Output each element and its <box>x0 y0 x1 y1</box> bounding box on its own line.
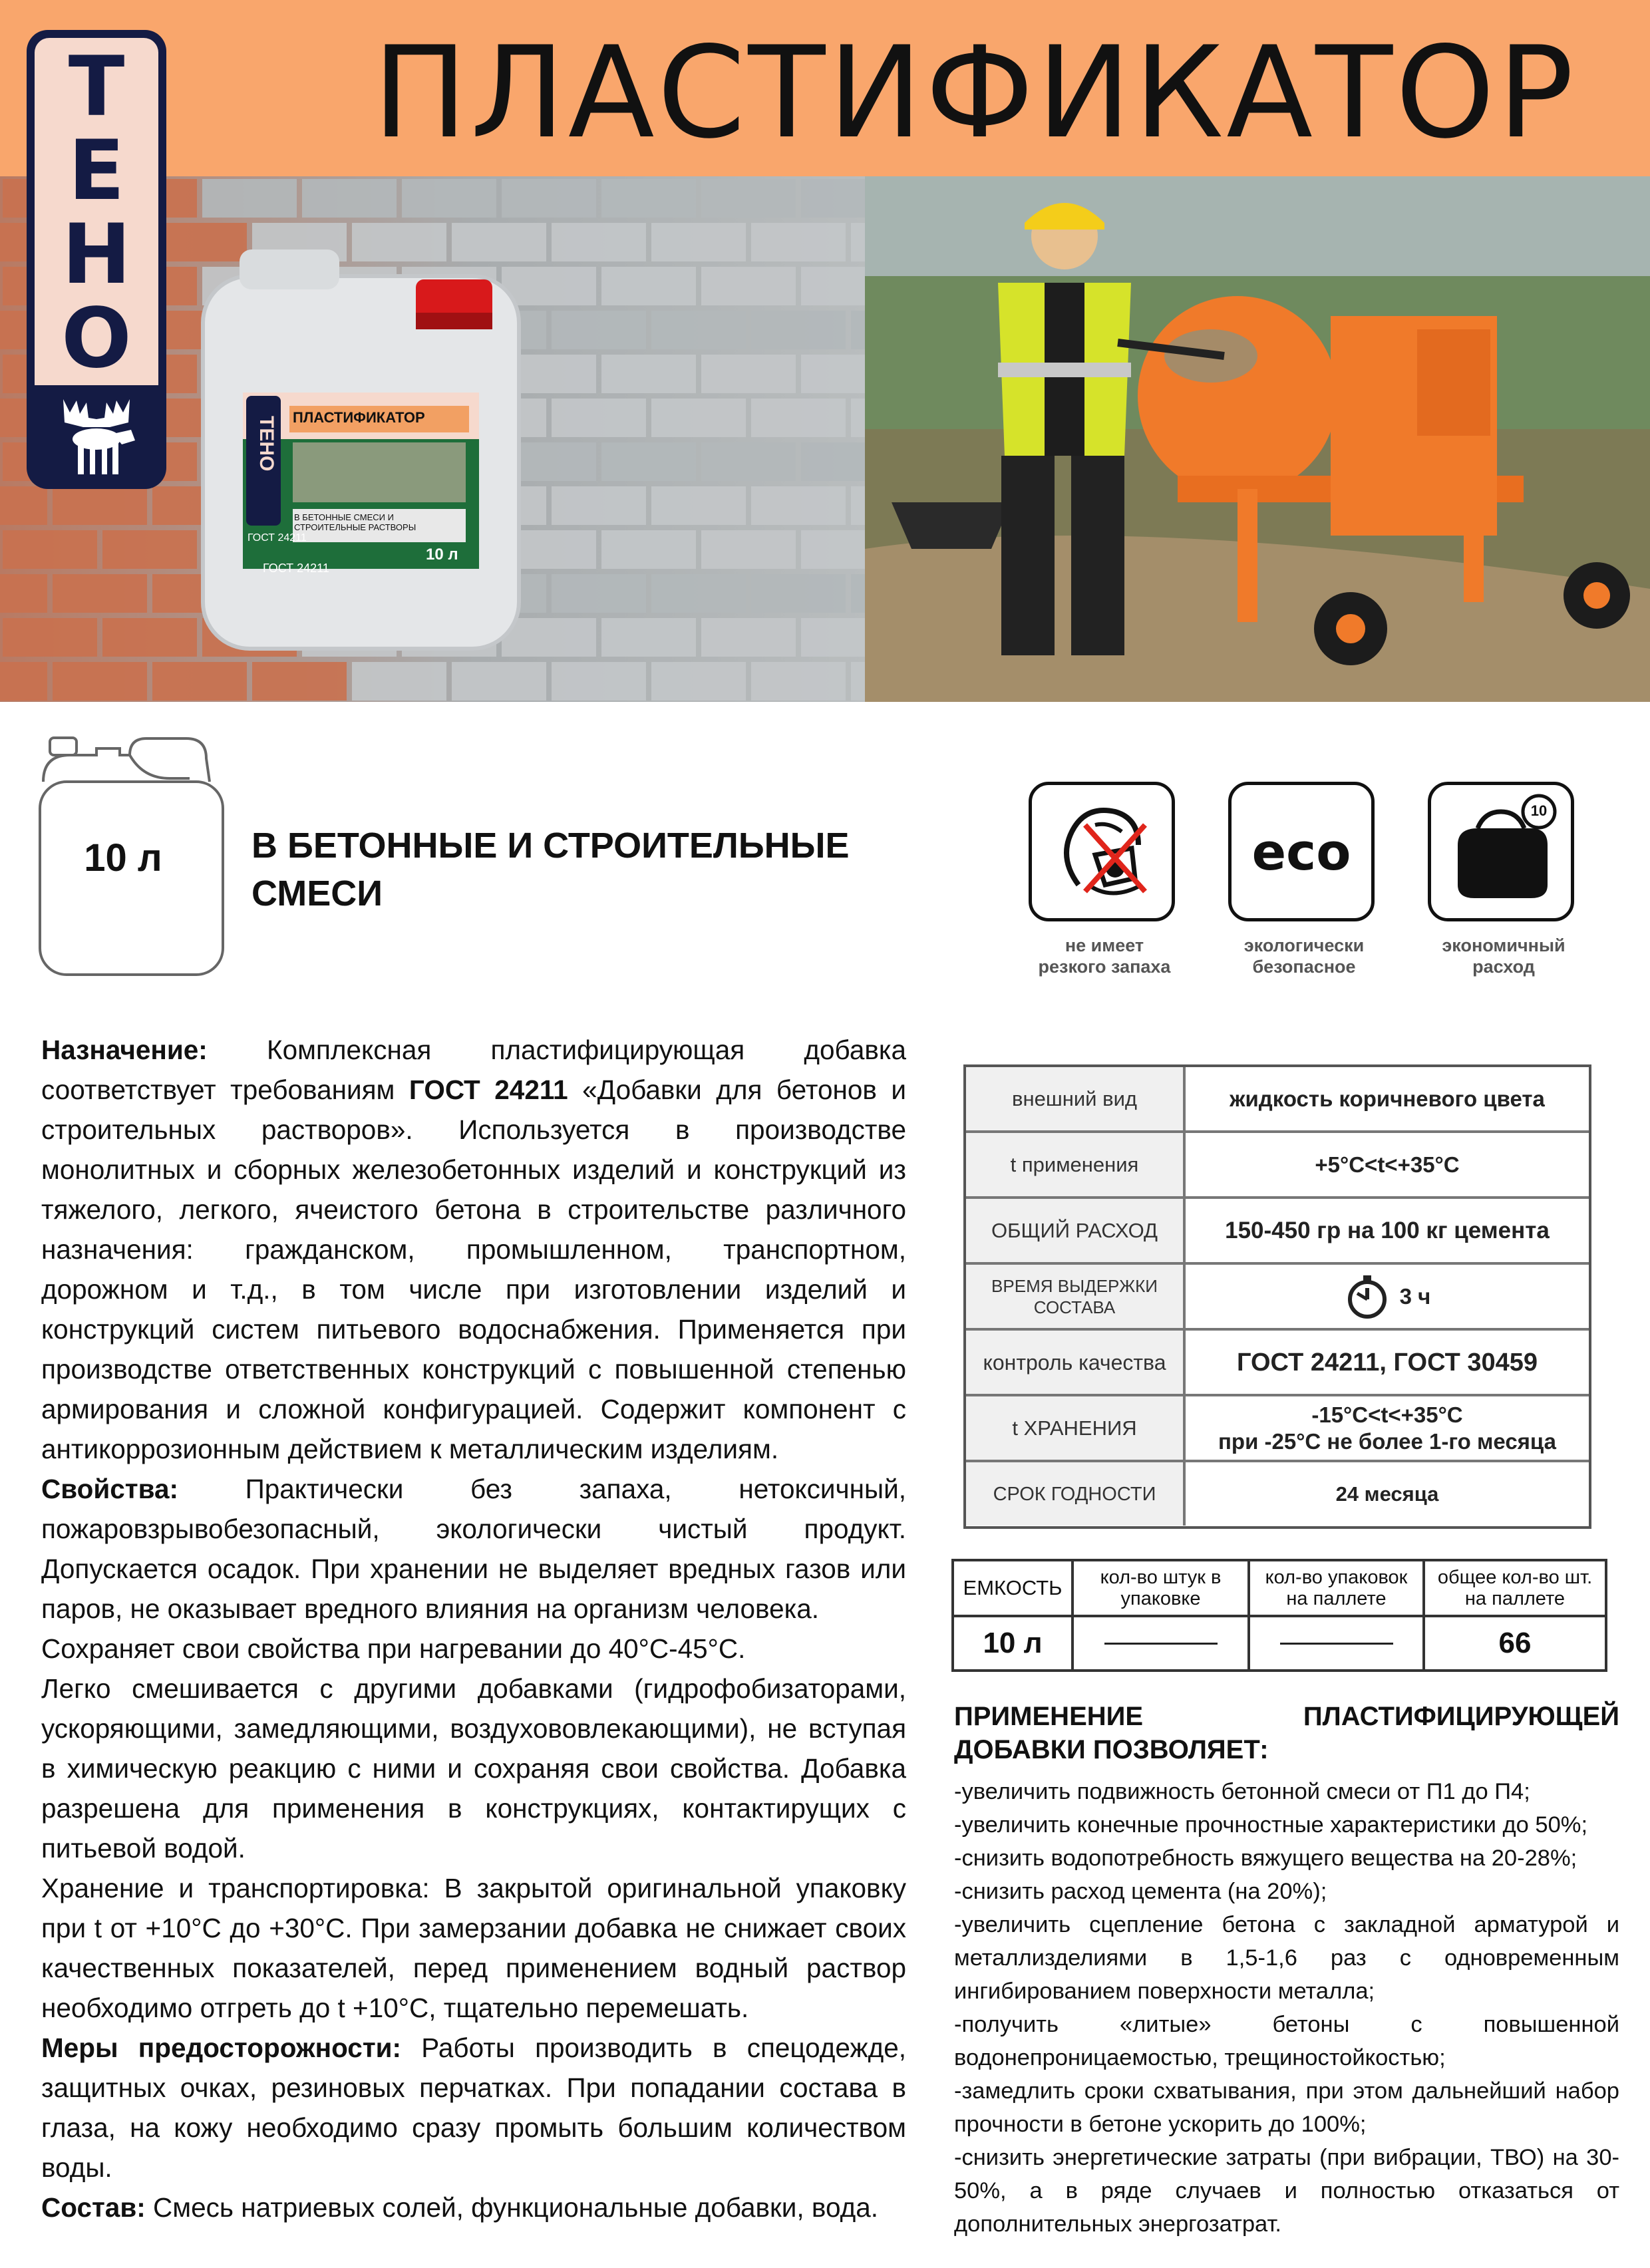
composition-label: Состав: <box>41 2192 146 2223</box>
properties-paragraph <box>41 1469 906 1629</box>
feature-box <box>1228 782 1375 921</box>
property-value: ГОСТ 24211, ГОСТ 30459 <box>1236 1348 1538 1377</box>
composition-text: Смесь натриевых солей, функциональные добавки, вода. <box>145 2192 879 2223</box>
logo-letter-t: Т <box>68 39 125 135</box>
property-value-line: -15°С<t<+35°С <box>1311 1402 1463 1427</box>
feature-caption-line: не имеет <box>1065 935 1144 955</box>
property-value: 150-450 гр на 100 кг цемента <box>1225 1217 1550 1243</box>
heat-paragraph: Сохраняет свои свойства при нагревании до 40°С-45°С. <box>41 1633 746 1664</box>
mixing-paragraph: Легко смешивается с другими добавками (гидрофобизаторами, ускоряющими, замедляющими, воздухововлекающими), не вступая в химическую реакцию с ними и сохраняя свои свойства. Добавка разрешена для применения в конструкциях, контактирущих с питьевой водой. <box>41 1673 906 1863</box>
list-item: -снизить водопотребность вяжущего вещества на 20-28%; <box>954 1846 1577 1871</box>
list-item: -снизить расход цемента (на 20%); <box>954 1879 1327 1904</box>
feature-caption-line: экологически <box>1243 935 1365 955</box>
properties-label: Свойства: <box>41 1474 178 1504</box>
list-item: -замедлить сроки схватывания, при этом дальнейший набор прочности в бетоне ускорить до 100%; <box>954 2078 1619 2137</box>
canister-label-desc: В БЕТОННЫЕ СМЕСИ И СТРОИТЕЛЬНЫЕ РАСТВОРЫ <box>294 512 416 532</box>
packaging-header: кол-во упаковок на паллете <box>1250 1561 1422 1617</box>
packaging-header: кол-во штук в упаковке <box>1074 1561 1247 1617</box>
packaging-table <box>951 1559 1607 1672</box>
property-value-text: 3 ч <box>1399 1283 1431 1309</box>
tagline-line-2: СМЕСИ <box>251 874 383 913</box>
packaging-value: 10 л <box>983 1627 1043 1659</box>
property-value-line: при -25°С не более 1-го месяца <box>1218 1428 1556 1454</box>
property-label: внешний вид <box>966 1067 1186 1130</box>
application-heading-word: ПЛАСТИФИЦИРУЮЩЕЙ <box>1303 1702 1619 1731</box>
coin-value: 10 <box>1530 802 1548 819</box>
table-row <box>966 1331 1589 1396</box>
purpose-text: Комплексная пластифицирующая добавка соответствует требованиям <box>41 1035 906 1105</box>
safety-text: Работы производить в спецодежде, защитных очках, резиновых перчатках. При попадании состава в глаза, на кожу необходимо сразу промыть большим количеством воды. <box>41 2032 906 2183</box>
list-item: -получить «литые» бетоны с повышенной водонепроницаемостью, трещиностойкостью; <box>954 2012 1619 2070</box>
packaging-value: 66 <box>1498 1627 1532 1659</box>
property-label: ВРЕМЯ ВЫДЕРЖКИ СОСТАВА <box>966 1265 1186 1328</box>
logo-letter-n: Н <box>62 207 131 303</box>
empty-dash <box>1280 1643 1393 1645</box>
canister-label-title: ПЛАСТИФИКАТОР <box>293 409 425 426</box>
construction-site-photo <box>865 176 1650 702</box>
feature-caption-line: резкого запаха <box>1038 957 1171 977</box>
table-row <box>966 1462 1589 1528</box>
safety-label: Меры предосторожности: <box>41 2032 402 2063</box>
packaging-column <box>1074 1561 1250 1669</box>
property-value <box>1186 1396 1589 1460</box>
table-row <box>966 1067 1589 1133</box>
property-value: жидкость коричневого цвета <box>1230 1086 1545 1111</box>
canister-label-brand: ТЕНО <box>255 416 277 472</box>
feature-caption-line: расход <box>1472 957 1535 977</box>
eco-icon: eco <box>1251 822 1351 882</box>
packaging-header: ЕМКОСТЬ <box>954 1561 1071 1617</box>
moose-icon <box>50 393 143 479</box>
stopwatch-icon <box>1344 1273 1391 1320</box>
tagline-line-1: В БЕТОННЫЕ И СТРОИТЕЛЬНЫЕ <box>251 826 850 866</box>
no-smell-icon <box>1032 785 1172 918</box>
purpose-text: «Добавки для бетонов и строительных растворов». Используется в производстве монолитных и сборных железобетонных изделий и конструкций из тяжелого, легкого, ячеистого бетона в строительстве различного назначения: гражданском, промышленном, транспортном, дорожном и т.д., в том числе при изготовлении изделий и конструкций систем питьевого водоснабжения. Применяется при производстве ответственных конструкций с повышенной степенью армирования и сложной конфигурацией. Содержит компонент с антикоррозионным действием к металлическим изделиям. <box>41 1074 906 1464</box>
property-label: t ХРАНЕНИЯ <box>966 1396 1186 1460</box>
list-item: -снизить энергетические затраты (при вибрации, ТВО) на 30-50%, а в ряде случаев и полностью отказаться от дополнительных энергозатрат. <box>954 2145 1619 2237</box>
list-item: -увеличить сцепление бетона с закладной арматурой и металлизделиями в 1,5-1,6 раз с одновременным ингибированием поверхности металла; <box>954 1912 1619 2004</box>
application-heading-line: ДОБАВКИ ПОЗВОЛЯЕТ: <box>954 1735 1269 1764</box>
page-title: ПЛАСТИФИКАТОР <box>373 19 1577 166</box>
property-value <box>1186 1265 1589 1328</box>
feature-box <box>1428 782 1574 921</box>
feature-caption-line: безопасное <box>1252 957 1356 977</box>
packaging-value <box>1074 1617 1247 1669</box>
purpose-gost: ГОСТ 24211 <box>409 1074 568 1105</box>
property-label: ОБЩИЙ РАСХОД <box>966 1199 1186 1262</box>
property-label: t применения <box>966 1133 1186 1196</box>
logo-letter-e: Е <box>68 123 125 219</box>
purpose-label: Назначение: <box>41 1035 208 1065</box>
application-heading-line <box>954 1700 1619 1733</box>
feature-caption <box>1204 935 1404 977</box>
storage-paragraph: Хранение и транспортировка: В закрытой оригинальной упаковку при t от +10°С до +30°С. При замерзании добавка не снижает своих качественных показателей, перед применением водный раствор необходимо отгреть до t +10°С, тщательно перемешать. <box>41 1873 906 2023</box>
feature-box <box>1029 782 1175 921</box>
property-value: +5°С<t<+35°С <box>1315 1152 1460 1177</box>
application-list <box>954 1775 1619 2241</box>
logo-letter-o: О <box>61 291 132 387</box>
teno-logo-letters <box>35 38 158 385</box>
property-value: 24 месяца <box>1335 1482 1439 1506</box>
feature-caption <box>1404 935 1603 977</box>
property-label: СРОК ГОДНОСТИ <box>966 1462 1186 1526</box>
empty-dash <box>1104 1643 1218 1645</box>
table-row <box>966 1133 1589 1199</box>
composition-paragraph <box>41 2187 906 2227</box>
properties-table <box>963 1064 1591 1529</box>
list-item: -увеличить конечные прочностные характеристики до 50%; <box>954 1812 1588 1838</box>
product-volume: 10 л <box>84 836 162 880</box>
product-description <box>41 1030 906 2227</box>
svg-text:ГОСТ 24211: ГОСТ 24211 <box>263 562 329 575</box>
packaging-column <box>1425 1561 1605 1669</box>
table-row <box>966 1396 1589 1462</box>
application-heading-word: ПРИМЕНЕНИЕ <box>954 1702 1144 1731</box>
feature-caption <box>1005 935 1204 977</box>
feature-caption-line: экономичный <box>1442 935 1566 955</box>
product-tagline <box>251 822 983 917</box>
application-heading <box>954 1700 1619 1766</box>
canister-label-gost: ГОСТ 24211 <box>248 532 307 544</box>
packaging-header: общее кол-во шт. на паллете <box>1425 1561 1605 1617</box>
packaging-column <box>1250 1561 1425 1669</box>
properties-text: Практически без запаха, нетоксичный, пожаровзрывобезопасный, экологически чистый продукт. Допускается осадок. При хранении не выделяет вредных газов или паров, не оказывает вредного влияния на организм человека. <box>41 1474 906 1624</box>
canister-label-volume: 10 л <box>426 546 458 564</box>
property-label: контроль качества <box>966 1331 1186 1394</box>
safety-paragraph <box>41 2028 906 2187</box>
table-row <box>966 1265 1589 1331</box>
purpose-paragraph <box>41 1030 906 1469</box>
list-item: -увеличить подвижность бетонной смеси от П1 до П4; <box>954 1779 1530 1804</box>
packaging-value <box>1250 1617 1422 1669</box>
packaging-column <box>954 1561 1074 1669</box>
table-row <box>966 1199 1589 1265</box>
